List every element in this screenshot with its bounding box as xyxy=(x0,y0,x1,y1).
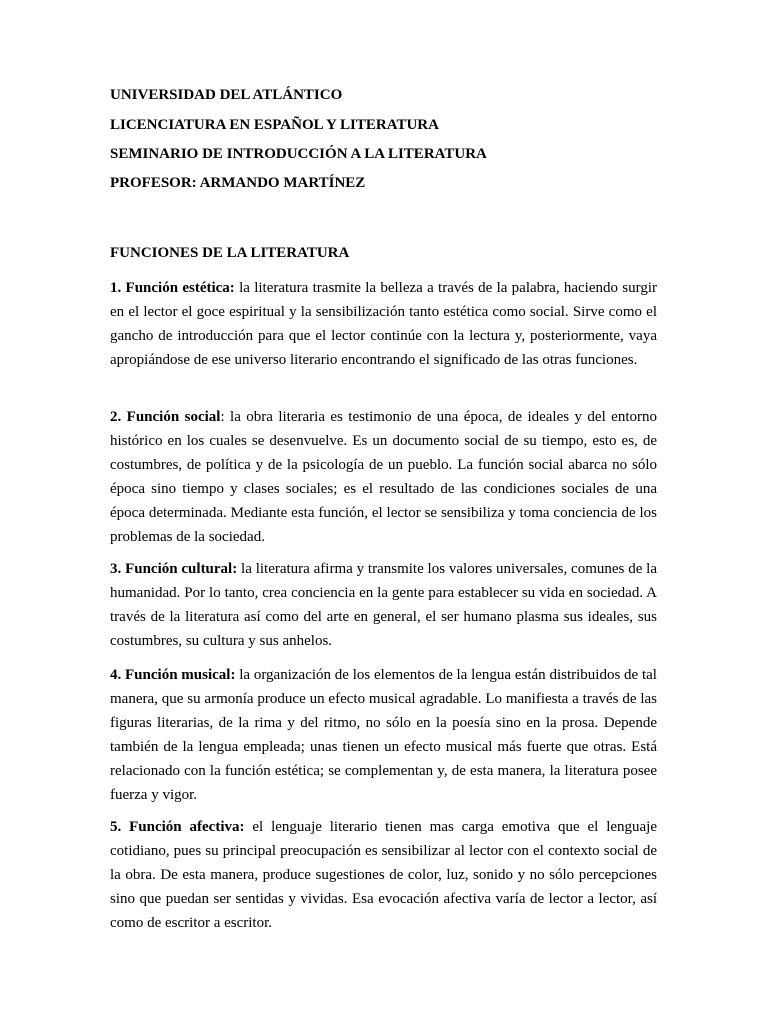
professor-name: PROFESOR: ARMANDO MARTÍNEZ xyxy=(110,175,366,191)
program-name: LICENCIATURA EN ESPAÑOL Y LITERATURA xyxy=(110,117,439,133)
function-paragraph-cultural xyxy=(110,557,657,653)
function-label: 1. Función estética: xyxy=(110,280,235,296)
function-text: la literatura trasmite la belleza a través de la palabra, haciendo surgir en el lector el goce espiritual y la sensibilización tanto estética como social. Sirve como el gancho de introducción para que el lector continúe con la lectura y, posteriormente, vaya apropiándose de ese universo literario encontrando el significado de las otras funciones. xyxy=(110,280,658,368)
function-text: : la obra literaria es testimonio de una época, de ideales y del entorno histórico en los cuales se desenvuelve. Es un documento social de su tiempo, esto es, de costumbres, de política y de la psicología de un pueblo. La función social abarca no sólo época sino tiempo y clases sociales; es el resultado de las condiciones sociales de una época determinada. Mediante esta función, el lector se sensibiliza y toma conciencia de los problemas de la sociedad. xyxy=(110,409,657,545)
function-text: el lenguaje literario tienen mas carga emotiva que el lenguaje cotidiano, pues su principal preocupación es sensibilizar al lector con el contexto social de la obra. De esta manera, produce sugestiones de color, luz, sonido y no sólo percepciones sino que puedan ser sentidas y vividas. Esa evocación afectiva varía de lector a lector, así como de escritor a escritor. xyxy=(110,819,658,931)
section-title: FUNCIONES DE LA LITERATURA xyxy=(110,245,350,261)
function-paragraph-aesthetic xyxy=(110,276,657,372)
function-text: la organización de los elementos de la lengua están distribuidos de tal manera, que su armonía produce un efecto musical agradable. Lo manifiesta a través de las figuras literarias, de la rima y del ritmo, no sólo en la poesía sino en la prosa. Depende también de la lengua empleada; unas tienen un efecto musical más fuerte que otras. Está relacionado con la función estética; se complementan y, de esta manera, la literatura posee fuerza y vigor. xyxy=(110,667,657,803)
function-text: la literatura afirma y transmite los valores universales, comunes de la humanidad. Por lo tanto, crea conciencia en la gente para establecer su vida en sociedad. A través de la literatura así como del arte en general, el ser humano plasma sus ideales, sus costumbres, su cultura y sus anhelos. xyxy=(110,561,657,649)
function-label: 4. Función musical: xyxy=(110,667,236,683)
function-label: 5. Función afectiva: xyxy=(110,819,245,835)
function-paragraph-affective xyxy=(110,815,657,935)
function-paragraph-musical xyxy=(110,663,657,807)
function-paragraph-social xyxy=(110,405,657,549)
function-label: 2. Función social xyxy=(110,409,221,425)
university-name: UNIVERSIDAD DEL ATLÁNTICO xyxy=(110,87,343,103)
seminar-name: SEMINARIO DE INTRODUCCIÓN A LA LITERATURA xyxy=(110,146,487,162)
function-label: 3. Función cultural: xyxy=(110,561,238,577)
